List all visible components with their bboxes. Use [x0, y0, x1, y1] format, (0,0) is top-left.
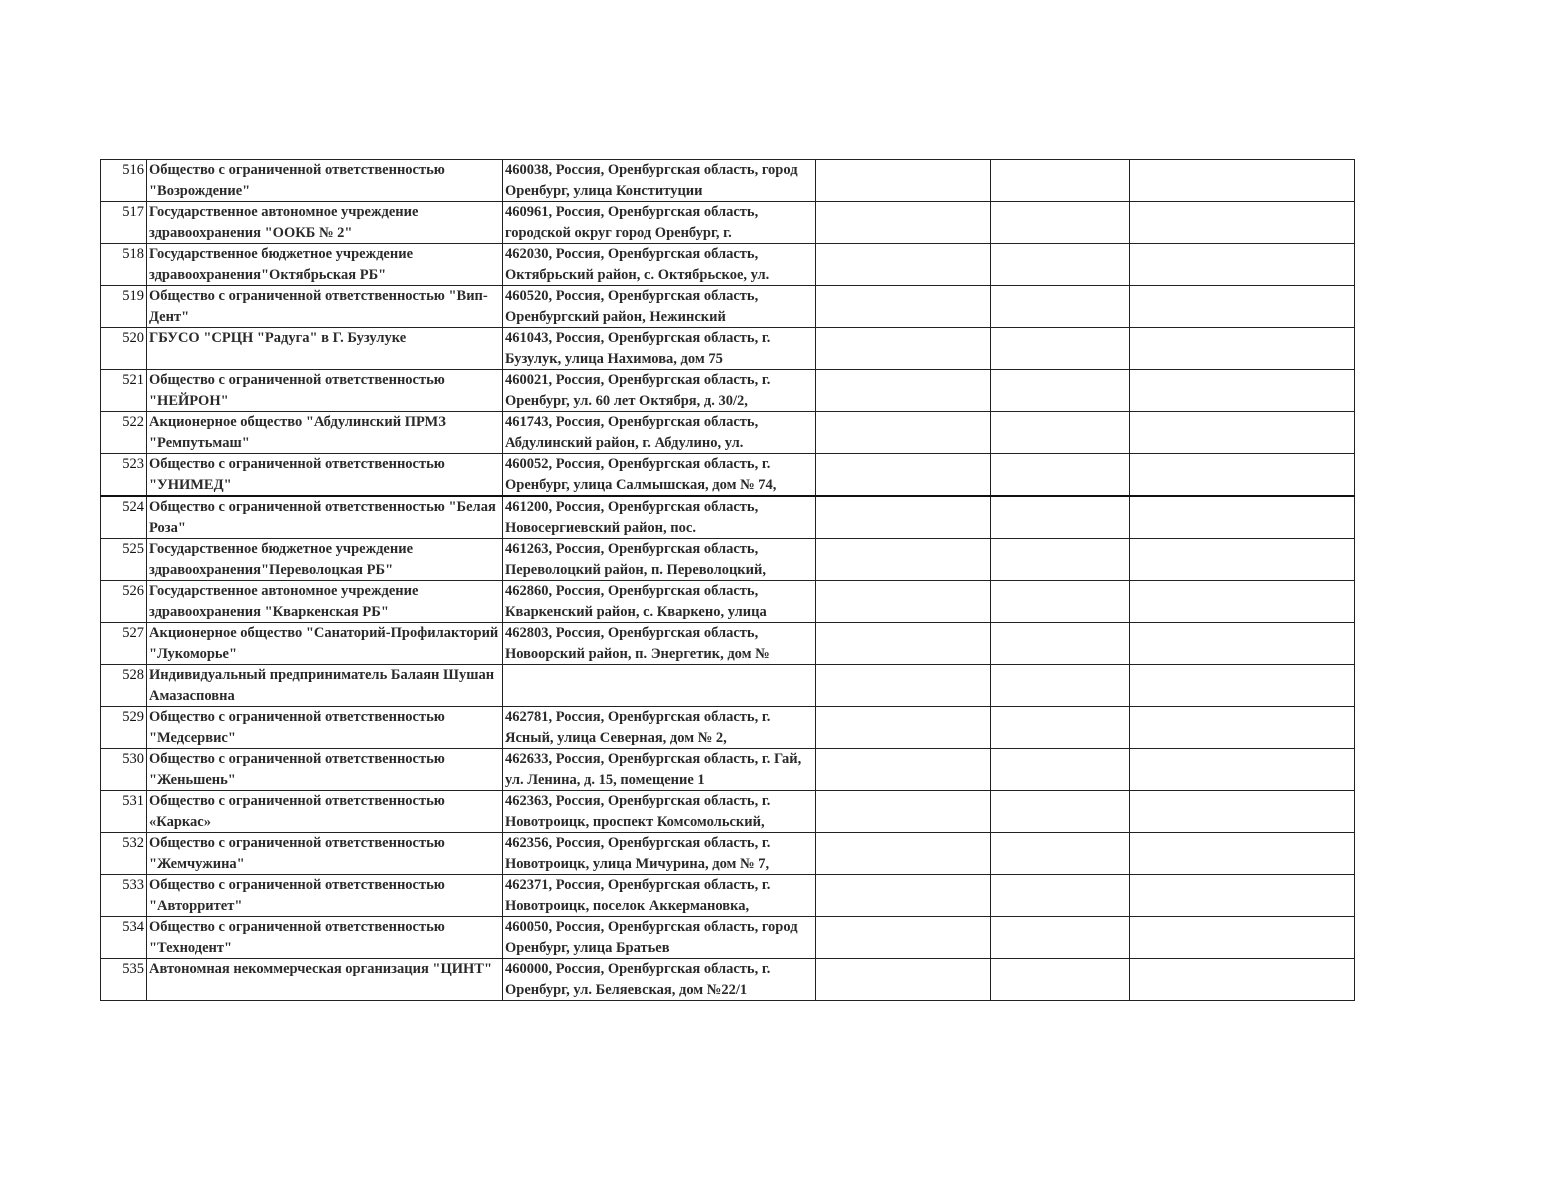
address-text: 460021, Россия, Оренбургская область, г. Оренбург, ул. 60 лет Октября, д. 30/2, — [505, 372, 771, 409]
empty-cell — [991, 833, 1130, 875]
row-number-text: 521 — [122, 372, 144, 388]
row-number-cell — [101, 581, 147, 623]
empty-cell — [1130, 665, 1355, 707]
organization-name-cell — [147, 370, 503, 412]
address-text: 462371, Россия, Оренбургская область, г. Новотроицк, поселок Аккермановка, — [505, 877, 771, 914]
organization-name-cell — [147, 539, 503, 581]
organization-name-text: Автономная некоммерческая организация "ЦИНТ" — [149, 961, 493, 977]
address-text: 460050, Россия, Оренбургская область, город Оренбург, улица Братьев — [505, 919, 798, 956]
address-cell — [503, 833, 816, 875]
organization-name-text: Государственное бюджетное учреждение здравоохранения"Октябрьская РБ" — [149, 246, 414, 283]
empty-cell — [1130, 791, 1355, 833]
table-row — [101, 581, 1355, 623]
empty-cell — [816, 581, 991, 623]
organization-name-cell — [147, 791, 503, 833]
row-number-text: 519 — [122, 288, 144, 304]
row-number-cell — [101, 496, 147, 539]
organization-name-cell — [147, 328, 503, 370]
empty-cell — [991, 917, 1130, 959]
row-number-text: 531 — [122, 793, 144, 809]
empty-cell — [816, 370, 991, 412]
address-cell — [503, 623, 816, 665]
address-cell — [503, 286, 816, 328]
table-row — [101, 370, 1355, 412]
empty-cell — [991, 328, 1130, 370]
table-row — [101, 707, 1355, 749]
table-row — [101, 959, 1355, 1001]
row-number-cell — [101, 623, 147, 665]
empty-cell — [1130, 749, 1355, 791]
row-number-text: 529 — [122, 709, 144, 725]
address-text: 462030, Россия, Оренбургская область, Октябрьский район, с. Октябрьское, ул. — [505, 246, 770, 283]
empty-cell — [991, 959, 1130, 1001]
address-text: 461043, Россия, Оренбургская область, г. Бузулук, улица Нахимова, дом 75 — [505, 330, 771, 367]
address-cell — [503, 202, 816, 244]
row-number-text: 535 — [122, 961, 144, 977]
organization-name-cell — [147, 665, 503, 707]
empty-cell — [1130, 160, 1355, 202]
organization-name-cell — [147, 917, 503, 959]
empty-cell — [816, 665, 991, 707]
organization-name-text: Индивидуальный предприниматель Балаян Шушан Амазасповна — [149, 667, 495, 704]
address-text: 462781, Россия, Оренбургская область, г. Ясный, улица Северная, дом № 2, — [505, 709, 771, 746]
empty-cell — [1130, 917, 1355, 959]
empty-cell — [991, 286, 1130, 328]
empty-cell — [816, 496, 991, 539]
row-number-text: 520 — [122, 330, 144, 346]
empty-cell — [816, 833, 991, 875]
row-number-cell — [101, 328, 147, 370]
organization-name-cell — [147, 496, 503, 539]
organization-name-cell — [147, 833, 503, 875]
empty-cell — [991, 454, 1130, 497]
address-text: 461263, Россия, Оренбургская область, Переволоцкий район, п. Переволоцкий, — [505, 541, 766, 578]
organization-name-text: Общество с ограниченной ответственностью "УНИМЕД" — [149, 456, 445, 493]
row-number-cell — [101, 286, 147, 328]
table-row — [101, 665, 1355, 707]
table-row — [101, 833, 1355, 875]
empty-cell — [1130, 328, 1355, 370]
empty-cell — [816, 328, 991, 370]
empty-cell — [1130, 412, 1355, 454]
registry-sheet — [100, 159, 1354, 1001]
table-row — [101, 160, 1355, 202]
empty-cell — [816, 244, 991, 286]
organization-name-cell — [147, 623, 503, 665]
address-cell — [503, 496, 816, 539]
empty-cell — [991, 665, 1130, 707]
table-row — [101, 917, 1355, 959]
organization-name-text: Акционерное общество "Санаторий-Профилакторий "Лукоморье" — [149, 625, 499, 662]
address-cell — [503, 917, 816, 959]
row-number-cell — [101, 707, 147, 749]
row-number-text: 523 — [122, 456, 144, 472]
row-number-cell — [101, 454, 147, 497]
address-text: 462803, Россия, Оренбургская область, Новоорский район, п. Энергетик, дом № — [505, 625, 770, 662]
organization-name-text: ГБУСО "СРЦН "Радуга" в Г. Бузулуке — [149, 330, 407, 346]
empty-cell — [991, 370, 1130, 412]
registry-table-body — [101, 160, 1355, 1001]
address-text: 461743, Россия, Оренбургская область, Абдулинский район, г. Абдулино, ул. — [505, 414, 759, 451]
empty-cell — [1130, 370, 1355, 412]
table-row — [101, 749, 1355, 791]
empty-cell — [1130, 539, 1355, 581]
row-number-text: 526 — [122, 583, 144, 599]
empty-cell — [1130, 833, 1355, 875]
address-cell — [503, 665, 816, 707]
empty-cell — [816, 623, 991, 665]
table-row — [101, 496, 1355, 539]
row-number-text: 532 — [122, 835, 144, 851]
table-row — [101, 286, 1355, 328]
empty-cell — [991, 791, 1130, 833]
empty-cell — [1130, 244, 1355, 286]
empty-cell — [1130, 454, 1355, 497]
empty-cell — [1130, 202, 1355, 244]
organization-name-text: Общество с ограниченной ответственностью "Белая Роза" — [149, 499, 496, 536]
table-row — [101, 328, 1355, 370]
row-number-cell — [101, 875, 147, 917]
empty-cell — [816, 791, 991, 833]
empty-cell — [991, 875, 1130, 917]
organization-name-cell — [147, 244, 503, 286]
row-number-text: 533 — [122, 877, 144, 893]
empty-cell — [991, 412, 1130, 454]
row-number-text: 524 — [122, 499, 144, 515]
table-row — [101, 623, 1355, 665]
organization-name-text: Государственное автономное учреждение здравоохранения "Кваркенская РБ" — [149, 583, 419, 620]
empty-cell — [1130, 707, 1355, 749]
table-row — [101, 791, 1355, 833]
address-cell — [503, 244, 816, 286]
empty-cell — [991, 496, 1130, 539]
row-number-text: 525 — [122, 541, 144, 557]
empty-cell — [991, 749, 1130, 791]
address-text: 462860, Россия, Оренбургская область, Кваркенский район, с. Кваркено, улица — [505, 583, 767, 620]
address-cell — [503, 959, 816, 1001]
address-text: 461200, Россия, Оренбургская область, Новосергиевский район, пос. — [505, 499, 759, 536]
table-row — [101, 875, 1355, 917]
organization-name-text: Общество с ограниченной ответственностью «Каркас» — [149, 793, 445, 830]
row-number-text: 517 — [122, 204, 144, 220]
organization-name-cell — [147, 959, 503, 1001]
row-number-cell — [101, 791, 147, 833]
row-number-cell — [101, 665, 147, 707]
empty-cell — [991, 707, 1130, 749]
address-cell — [503, 412, 816, 454]
row-number-cell — [101, 370, 147, 412]
empty-cell — [991, 160, 1130, 202]
table-row — [101, 244, 1355, 286]
registry-table — [100, 159, 1355, 1001]
row-number-cell — [101, 202, 147, 244]
organization-name-text: Общество с ограниченной ответственностью "Женьшень" — [149, 751, 445, 788]
row-number-cell — [101, 539, 147, 581]
organization-name-cell — [147, 412, 503, 454]
address-text: 460000, Россия, Оренбургская область, г. Оренбург, ул. Беляевская, дом №22/1 — [505, 961, 771, 998]
organization-name-text: Акционерное общество "Абдулинский ПРМЗ "Ремпутьмаш" — [149, 414, 446, 451]
organization-name-text: Общество с ограниченной ответственностью "Жемчужина" — [149, 835, 445, 872]
empty-cell — [816, 959, 991, 1001]
address-text: 462633, Россия, Оренбургская область, г. Гай, ул. Ленина, д. 15, помещение 1 — [505, 751, 802, 788]
row-number-cell — [101, 833, 147, 875]
organization-name-text: Общество с ограниченной ответственностью "Медсервис" — [149, 709, 445, 746]
empty-cell — [816, 286, 991, 328]
row-number-cell — [101, 244, 147, 286]
organization-name-cell — [147, 160, 503, 202]
row-number-text: 530 — [122, 751, 144, 767]
row-number-text: 516 — [122, 162, 144, 178]
organization-name-cell — [147, 202, 503, 244]
row-number-cell — [101, 412, 147, 454]
address-cell — [503, 370, 816, 412]
row-number-text: 534 — [122, 919, 144, 935]
row-number-text: 518 — [122, 246, 144, 262]
address-cell — [503, 875, 816, 917]
organization-name-text: Общество с ограниченной ответственностью "Возрождение" — [149, 162, 445, 199]
address-text: 462356, Россия, Оренбургская область, г. Новотроицк, улица Мичурина, дом № 7, — [505, 835, 771, 872]
address-text: 460038, Россия, Оренбургская область, город Оренбург, улица Конституции — [505, 162, 798, 199]
empty-cell — [1130, 959, 1355, 1001]
table-row — [101, 412, 1355, 454]
empty-cell — [1130, 496, 1355, 539]
empty-cell — [816, 202, 991, 244]
address-cell — [503, 160, 816, 202]
table-row — [101, 539, 1355, 581]
address-cell — [503, 581, 816, 623]
row-number-cell — [101, 749, 147, 791]
table-row — [101, 454, 1355, 497]
empty-cell — [1130, 286, 1355, 328]
address-text: 460520, Россия, Оренбургская область, Оренбургский район, Нежинский — [505, 288, 759, 325]
address-text: 460961, Россия, Оренбургская область, городской округ город Оренбург, г. — [505, 204, 759, 241]
empty-cell — [991, 202, 1130, 244]
organization-name-cell — [147, 707, 503, 749]
address-cell — [503, 791, 816, 833]
empty-cell — [1130, 623, 1355, 665]
empty-cell — [991, 539, 1130, 581]
organization-name-cell — [147, 749, 503, 791]
table-row — [101, 202, 1355, 244]
organization-name-text: Общество с ограниченной ответственностью "Авторритет" — [149, 877, 445, 914]
address-text: 462363, Россия, Оренбургская область, г. Новотроицк, проспект Комсомольский, — [505, 793, 771, 830]
organization-name-text: Общество с ограниченной ответственностью "Технодент" — [149, 919, 445, 956]
organization-name-text: Общество с ограниченной ответственностью "НЕЙРОН" — [149, 372, 445, 409]
empty-cell — [816, 749, 991, 791]
organization-name-cell — [147, 454, 503, 497]
address-cell — [503, 707, 816, 749]
row-number-text: 522 — [122, 414, 144, 430]
organization-name-cell — [147, 286, 503, 328]
empty-cell — [991, 244, 1130, 286]
empty-cell — [816, 539, 991, 581]
empty-cell — [816, 160, 991, 202]
row-number-text: 528 — [122, 667, 144, 683]
organization-name-text: Государственное бюджетное учреждение здравоохранения"Переволоцкая РБ" — [149, 541, 414, 578]
organization-name-text: Государственное автономное учреждение здравоохранения "ООКБ № 2" — [149, 204, 419, 241]
empty-cell — [991, 581, 1130, 623]
address-text: 460052, Россия, Оренбургская область, г. Оренбург, улица Салмышская, дом № 74, — [505, 456, 777, 493]
address-cell — [503, 328, 816, 370]
row-number-cell — [101, 160, 147, 202]
row-number-text: 527 — [122, 625, 144, 641]
empty-cell — [816, 875, 991, 917]
organization-name-cell — [147, 581, 503, 623]
empty-cell — [816, 454, 991, 497]
empty-cell — [816, 917, 991, 959]
row-number-cell — [101, 917, 147, 959]
row-number-cell — [101, 959, 147, 1001]
address-cell — [503, 539, 816, 581]
empty-cell — [816, 412, 991, 454]
empty-cell — [816, 707, 991, 749]
address-cell — [503, 454, 816, 497]
empty-cell — [991, 623, 1130, 665]
address-cell — [503, 749, 816, 791]
organization-name-text: Общество с ограниченной ответственностью "Вип-Дент" — [149, 288, 488, 325]
empty-cell — [1130, 581, 1355, 623]
empty-cell — [1130, 875, 1355, 917]
organization-name-cell — [147, 875, 503, 917]
